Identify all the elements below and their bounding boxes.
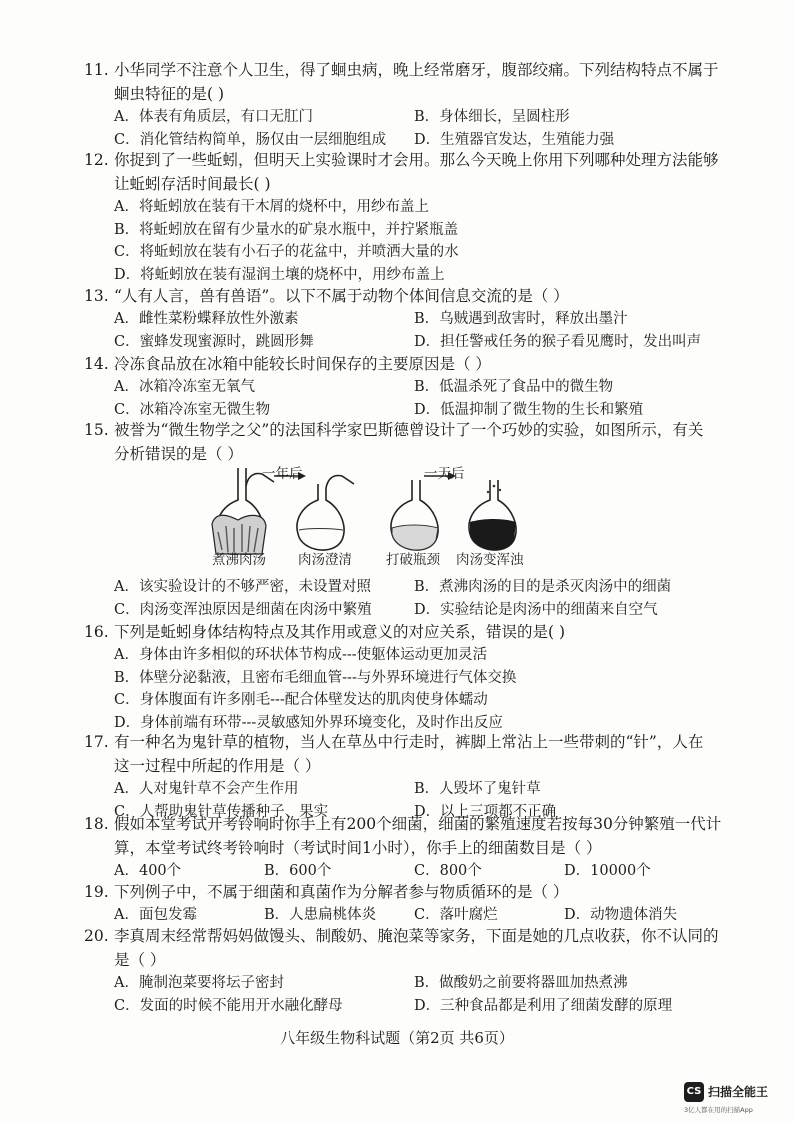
option-b: B．低温杀死了食品中的微生物 xyxy=(414,379,614,395)
option-d: D．实验结论是肉汤中的细菌来自空气 xyxy=(414,601,658,618)
option-a: A．面包发霉 xyxy=(114,907,197,923)
question-number: 14. xyxy=(84,355,109,373)
option-c: C．发面的时候不能用开水融化酵母 xyxy=(114,997,343,1014)
figure-caption: 打破瓶颈 xyxy=(386,552,440,568)
option-d: D．动物遗体消失 xyxy=(564,907,678,923)
option-c: C．蜜蜂发现蜜源时，跳圆形舞 xyxy=(114,333,314,350)
question-11 xyxy=(84,58,724,151)
question-stem: 你捉到了一些蚯蚓，但明天上实验课时才会用。那么今天晚上你用下列哪种处理方法能够 xyxy=(114,151,719,169)
option-d: D．生殖器官发达，生殖能力强 xyxy=(414,131,615,148)
question-stem: 蛔虫特征的是( ) xyxy=(114,85,225,103)
question-17 xyxy=(84,730,724,823)
question-number: 17. xyxy=(84,733,109,751)
page-footer: 八年级生物科试题（第2页 共6页） xyxy=(280,1029,514,1047)
option-c: C．肉汤变浑浊原因是细菌在肉汤中繁殖 xyxy=(114,601,372,618)
option-c: C．身体腹面有许多刚毛---配合体壁发达的肌肉使身体蠕动 xyxy=(114,692,488,708)
option-a: A．腌制泡菜要将坛子密封 xyxy=(114,975,284,991)
question-number: 18. xyxy=(84,815,109,833)
option-d: D．10000个 xyxy=(564,863,651,879)
figure-caption: 肉汤澄清 xyxy=(298,552,352,568)
question-16 xyxy=(84,620,724,734)
question-stem: 下列例子中，不属于细菌和真菌作为分解者参与物质循环的是（ ） xyxy=(114,883,569,901)
flask-turbid-icon xyxy=(469,480,516,550)
scanner-watermark xyxy=(684,1078,794,1118)
option-c: C．800个 xyxy=(414,863,482,879)
question-stem: 有一种名为鬼针草的植物，当人在草丛中行走时，裤脚上常沾上一些带刺的“针”，人在 xyxy=(114,733,704,751)
question-stem: 这一过程中所起的作用是（ ） xyxy=(114,757,321,775)
question-12 xyxy=(84,148,724,286)
watermark-name: 扫描全能王 xyxy=(708,1085,769,1099)
option-d: D．低温抑制了微生物的生长和繁殖 xyxy=(414,401,644,418)
question-13 xyxy=(84,284,724,353)
figure-caption: 煮沸肉汤 xyxy=(212,552,266,568)
option-a: A．该实验设计的不够严密，未设置对照 xyxy=(114,579,371,595)
question-15-options xyxy=(84,576,724,621)
question-stem: 下列是蚯蚓身体结构特点及其作用或意义的对应关系，错误的是( ) xyxy=(114,623,566,641)
option-a: A．冰箱冷冻室无氧气 xyxy=(114,379,255,395)
option-a: A．雌性菜粉蝶释放性外激素 xyxy=(114,311,299,327)
flask-clear-icon xyxy=(297,476,354,551)
option-c: C．消化管结构简单，肠仅由一层细胞组成 xyxy=(114,131,387,148)
option-d: D．担任警戒任务的猴子看见鹰时，发出叫声 xyxy=(414,333,702,350)
option-b: B．人患扁桃体炎 xyxy=(264,907,377,923)
question-stem: 假如本堂考试开考铃响时你手上有200个细菌，细菌的繁殖速度若按每30分钟繁殖一代计 xyxy=(114,815,722,833)
question-15 xyxy=(84,418,724,466)
option-c: C．将蚯蚓放在装有小石子的花盆中，并喷洒大量的水 xyxy=(114,244,459,260)
option-c: C．冰箱冷冻室无微生物 xyxy=(114,401,271,418)
option-a: A．体表有角质层，有口无肛门 xyxy=(114,109,313,125)
question-14 xyxy=(84,352,724,421)
option-b: B．做酸奶之前要将器皿加热煮沸 xyxy=(414,975,628,991)
question-number: 20. xyxy=(84,927,109,945)
question-number: 12. xyxy=(84,151,109,169)
option-b: B．600个 xyxy=(264,863,332,879)
question-stem: 分析错误的是（ ） xyxy=(114,445,243,463)
question-number: 19. xyxy=(84,883,109,901)
option-b: B．煮沸肉汤的目的是杀灭肉汤中的细菌 xyxy=(414,579,672,595)
option-a: A．人对鬼针草不会产生作用 xyxy=(114,781,299,797)
option-b: B．将蚯蚓放在留有少量水的矿泉水瓶中，并拧紧瓶盖 xyxy=(114,221,459,238)
question-stem: 冷冻食品放在冰箱中能较长时间保存的主要原因是（ ） xyxy=(114,355,491,373)
question-stem: 让蚯蚓存活时间最长( ) xyxy=(114,175,271,193)
question-19 xyxy=(84,880,724,927)
option-a: A．将蚯蚓放在装有干木屑的烧杯中，用纱布盖上 xyxy=(114,199,429,215)
option-c: C．落叶腐烂 xyxy=(414,907,498,923)
question-18 xyxy=(84,812,724,883)
option-b: B．体壁分泌黏液，且密布毛细血管---与外界环境进行气体交换 xyxy=(114,669,517,686)
option-d: D．三种食品都是利用了细菌发酵的原理 xyxy=(414,997,673,1014)
option-d: D．以上三项都不正确 xyxy=(414,803,557,820)
watermark-tagline: 3亿人都在用的扫描App xyxy=(684,1106,753,1114)
option-b: B．人毁坏了鬼针草 xyxy=(414,781,541,797)
question-stem: 小华同学不注意个人卫生，得了蛔虫病，晚上经常磨牙，腹部绞痛。下列结构特点不属于 xyxy=(114,61,719,79)
question-number: 16. xyxy=(84,623,109,641)
camscanner-logo-icon: CS xyxy=(684,1082,704,1102)
question-stem: “人有人言，兽有兽语”。以下不属于动物个体间信息交流的是（ ） xyxy=(114,287,569,305)
figure-arrow-label: 一年后 xyxy=(262,466,303,482)
flask-broken-neck-icon xyxy=(391,480,438,550)
question-20 xyxy=(84,924,724,1017)
question-number: 11. xyxy=(84,61,109,79)
option-a: A．身体由许多相似的环状体节构成---使躯体运动更加灵活 xyxy=(114,647,488,663)
question-number: 13. xyxy=(84,287,109,305)
question-number: 15. xyxy=(84,421,109,439)
option-b: B．乌贼遇到敌害时，释放出墨汁 xyxy=(414,311,628,327)
option-a: A．400个 xyxy=(114,863,182,879)
figure-arrow-label: 一天后 xyxy=(424,466,465,482)
option-b: B．身体细长，呈圆柱形 xyxy=(414,109,570,125)
figure-caption: 肉汤变浑浊 xyxy=(456,552,524,568)
option-d: D．身体前端有环带---灵敏感知外界环境变化，及时作出反应 xyxy=(114,714,503,731)
question-stem: 是（ ） xyxy=(114,951,166,969)
question-stem: 李真周末经常帮妈妈做馒头、制酸奶、腌泡菜等家务，下面是她的几点收获，你不认同的 xyxy=(114,927,719,945)
question-stem: 被誉为“微生物学之父”的法国科学家巴斯德曾设计了一个巧妙的实验，如图所示，有关 xyxy=(114,421,704,439)
question-stem: 算，本堂考试终考铃响时（考试时间1小时），你手上的细菌数目是（ ） xyxy=(114,839,602,857)
option-d: D．将蚯蚓放在装有湿润土壤的烧杯中，用纱布盖上 xyxy=(114,266,445,283)
option-c: C．人帮助鬼针草传播种子、果实 xyxy=(114,803,329,820)
